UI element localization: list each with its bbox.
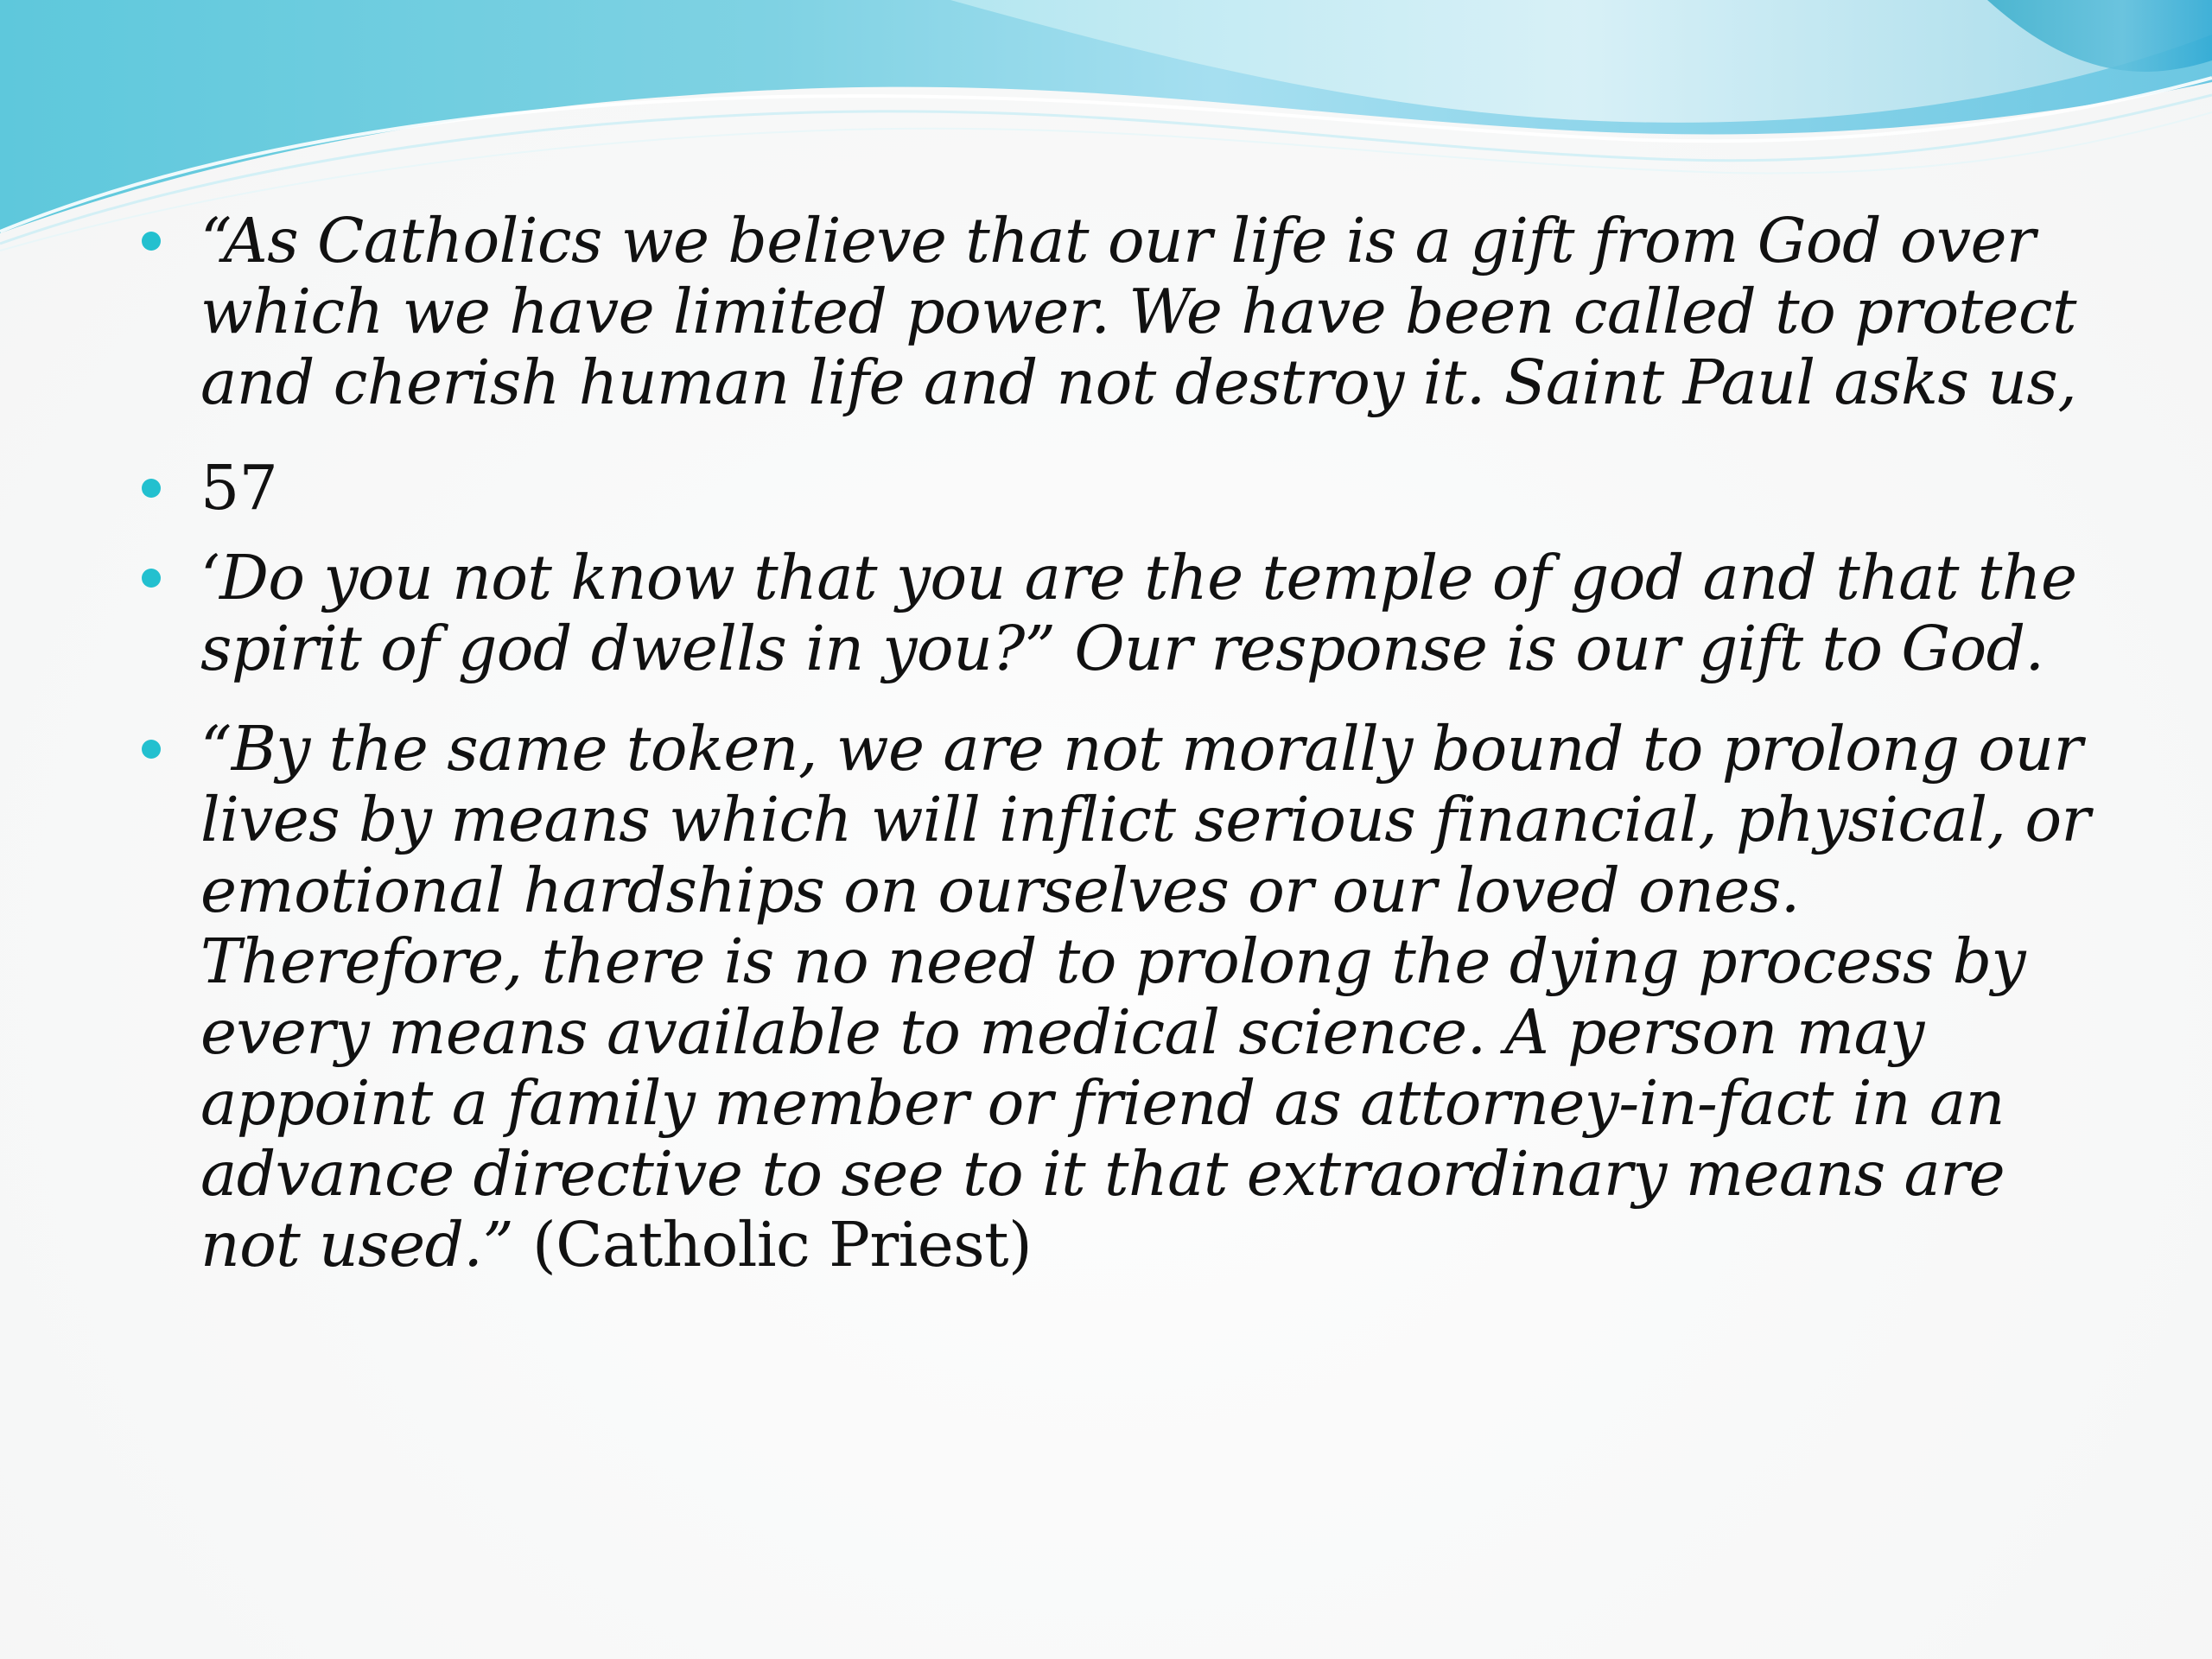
bullet-item-3 (138, 543, 2091, 684)
bullet-dot-icon (142, 232, 161, 251)
bullet-text-1: “As Catholics we believe that our life is a gift from God over which we have limited power. We have been called to protect and cherish human life and not destroy it. Saint Paul asks us, (200, 205, 2077, 418)
bullet-item-2 (138, 453, 2091, 524)
quote-attribution: (Catholic Priest) (513, 1209, 1033, 1281)
bullet-text-3: ‘Do you not know that you are the temple of god and that the spirit of god dwells in you?” Our response is our gift to God. (200, 542, 2077, 684)
bullet-item-1 (138, 206, 2091, 418)
bullet-text-2: 57 (200, 452, 278, 524)
bullet-dot-icon (142, 479, 161, 498)
bullet-text-4: “By the same token, we are not morally bound to prolong our lives by means which will inflict serious financial, physical, or emotional hardships on ourselves or our loved ones. Therefore, there is no need to prolong the dying process by every means available to medical science. A person may appoint a family member or friend as attorney-in-fact in an advance directive to see to it that extraordinary means are not used.” (200, 713, 2090, 1281)
bullet-dot-icon (142, 740, 161, 759)
bullet-item-4 (138, 714, 2091, 1281)
bullet-list (138, 206, 2091, 1281)
bullet-dot-icon (142, 569, 161, 588)
